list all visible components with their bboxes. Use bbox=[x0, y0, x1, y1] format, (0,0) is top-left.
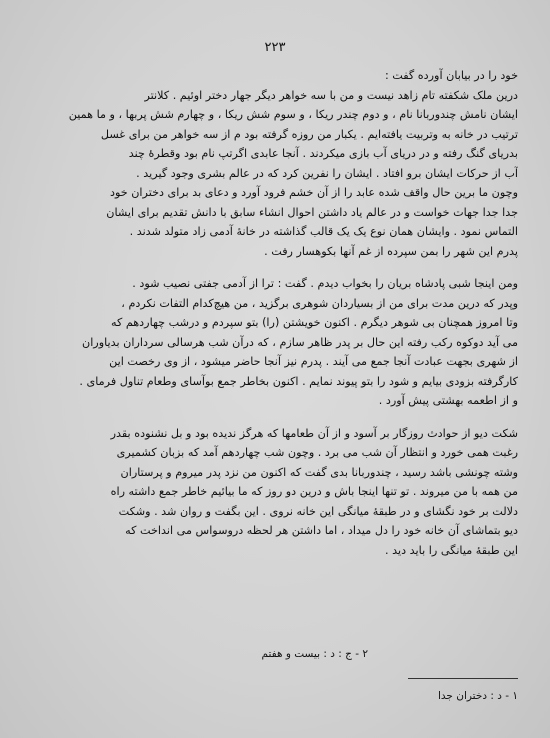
text-line: می آید دوکوه رکب رفته این حال بر پدر ظاهر سازم ، که درآن شب هرسالی سرداران بدیاوران bbox=[81, 335, 518, 349]
text-line: وچون ما برین حال واقف شده عابد را از آن خشم فرود آورد و دعای بد برای دختران خود bbox=[109, 186, 518, 199]
text-line: من همه با من میروند . تو تنها اینجا باش و درین دو روز که ما بیائیم خاطر جمع داشته راه bbox=[110, 485, 518, 498]
footnote-divider bbox=[408, 678, 518, 679]
text-line: وشته چونشی باشد رسید ، چندوربانا بدی گفت که اکنون من نزد پدر میروم و پرستاران bbox=[120, 465, 518, 479]
text-line: دلالت بر خود نگشای و در طبقهٔ میانگی این خانه نروی . این بگفت و روان شد . وشکت bbox=[118, 504, 518, 518]
footnotes bbox=[38, 648, 518, 702]
text-line: شکت دیو از حوادث روزگار بر آسود و از آن طعامها که هرگز ندیده بود و بل نشنوده بقدر bbox=[110, 426, 518, 440]
text-line: آب از حرکات ایشان برو افتاد . ایشان را نفرین کرد که در عالم بشری وجود گیرید . bbox=[136, 166, 518, 180]
footnote-1: ۱ - د : دختران جدا bbox=[437, 690, 518, 702]
footnote-2 bbox=[261, 648, 368, 660]
text-line: پدرم این شهر را بمن سپرده از غم آنها بکوهسار رفت . bbox=[264, 244, 518, 258]
text-line: التماس نمود . وایشان همان نوع یک یک قالب گذاشته در خانهٔ آدمی زاد متولد شدند . bbox=[129, 225, 518, 238]
text-line: خود را در بیابان آورده گفت : bbox=[384, 69, 518, 82]
text-line: و از اطعمه بهشتی پیش آورد . bbox=[378, 394, 518, 407]
text-line: دیو بتماشای آن خانه خود را دل میداد ، اما داشتن هر لحظه دروسواس می انداخت که bbox=[125, 524, 518, 537]
paragraph-2 bbox=[38, 274, 518, 411]
text-line: ایشان نامش چندوربانا نام ، و دوم چندر ریکا ، و سوم شش ریکا ، و چهارم شش پربها ، و ما همین bbox=[68, 108, 518, 121]
footnote-2-prefix: ۲ - ج : د : bbox=[320, 648, 368, 660]
text-line: درین ملک شکفته تام زاهد نیست و من با سه خواهر دیگر جهار دختر اوئیم . کلانتر bbox=[144, 88, 518, 102]
footnote-row bbox=[38, 648, 518, 668]
text-line: بدریای گنگ رفته و در دریای آب بازی میکردند . آنجا عابدی اگرتپ نام بود وقطرهٔ چند bbox=[128, 147, 518, 160]
footnote-2-text: بیست و هفتم bbox=[261, 648, 321, 660]
page-number: ۲۲۳ bbox=[264, 40, 286, 55]
text-line: از شهری بجهت عبادت آنجا جمع می آیند . پدرم نیز آنجا حاضر میشود ، از وی رخصت این bbox=[109, 355, 518, 368]
paragraph-1 bbox=[38, 66, 518, 261]
body-text bbox=[38, 66, 518, 573]
paragraph-3 bbox=[38, 424, 518, 561]
text-line: کارگرفته بزودی بیایم و شود را بتو پیوند نمایم . اکنون بخاطر جمع بوآسای وطعام تناول فرمای . bbox=[79, 374, 518, 388]
text-line: ترتیب در خانه به وتربیت یافته‌ایم . یکبار من روزه گرفته بود م از سه خواهر من برای غسل bbox=[100, 127, 518, 141]
text-line: وپدر که درین مدت برای من از بسیاردان شوهری برگزید ، من هیچ‌کدام التفات نکردم ، bbox=[121, 296, 518, 310]
text-line: ومن اینجا شبی پادشاه بریان را بخواب دیدم . گفت : ترا از آدمی جفتی نصیب شود . bbox=[132, 277, 518, 290]
text-line: این طبقهٔ میانگی را باید دید . bbox=[385, 543, 518, 557]
text-line: وتا امروز همچنان بی شوهر دیگرم . اکنون خویشتن (را) بتو سپردم و درشب چهاردهم که bbox=[110, 316, 518, 329]
text-line: جدا جدا جهات خواست و در عالم یاد داشتن احوال انشاء سابق با دانش تقدیم برای ایشان bbox=[106, 205, 518, 219]
text-line: رغبت همی خورد و انتظار آن شب می برد . وچون شب چهاردهم آمد که بزبان کشمیری bbox=[116, 446, 518, 459]
